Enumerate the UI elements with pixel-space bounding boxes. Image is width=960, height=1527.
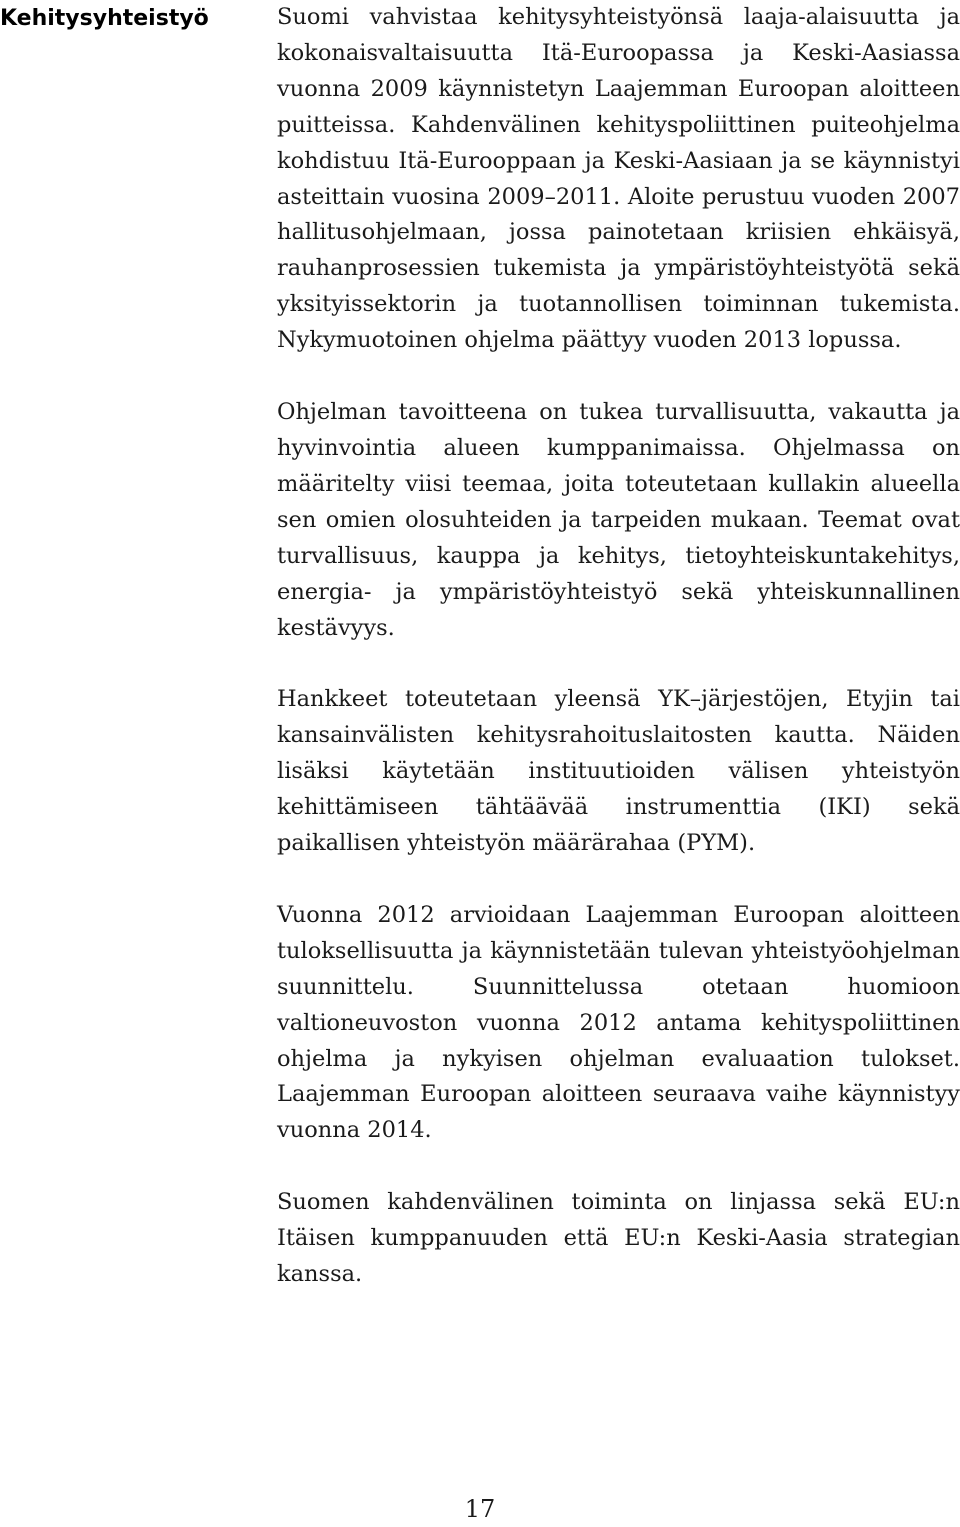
paragraph-2012-evaluation: Vuonna 2012 arvioidaan Laajemman Euroopan aloitteen tuloksellisuutta ja käynnistetään tulevan yhteistyöohjelman suunnittelu. Suunnittelussa otetaan huomioon valtioneuvoston vuonna 2012 antama kehityspoliittinen ohjelma ja nykyisen ohjelman evaluaation tulokset. Laajemman Euroopan aloitteen seuraava vaihe käynnistyy vuonna 2014. <box>277 901 960 1144</box>
section-heading: Kehitysyhteistyö <box>0 6 209 31</box>
body-text-column <box>277 0 960 1293</box>
page-number: 17 <box>464 1495 496 1523</box>
paragraph-implementation-channels: Hankkeet toteutetaan yleensä YK–järjestöjen, Etyjin tai kansainvälisten kehitysrahoituslaitosten kautta. Näiden lisäksi käytetään instituutioiden välisen yhteistyön kehittämiseen tähtäävää instrumenttia (IKI) sekä paikallisen yhteistyön määrärahaa (PYM). <box>277 686 960 857</box>
paragraph-programme-goals: Ohjelman tavoitteena on tukea turvallisuutta, vakautta ja hyvinvointia alueen kumppanimaissa. Ohjelmassa on määritelty viisi teemaa, joita toteutetaan kullakin alueella sen omien olosuhteiden ja tarpeiden mukaan. Teemat ovat turvallisuus, kauppa ja kehitys, tietoyhteiskuntakehitys, energia- ja ympäristöyhteistyö sekä yhteiskunnallinen kestävyys. <box>277 399 960 641</box>
paragraph-eu-alignment: Suomen kahdenvälinen toiminta on linjassa sekä EU:n Itäisen kumppanuuden että EU:n Keski-Aasia strategian kanssa. <box>277 1189 960 1288</box>
paragraph-wider-europe-initiative: Suomi vahvistaa kehitysyhteistyönsä laaja-alaisuutta ja kokonaisvaltaisuutta Itä-Euroopassa ja Keski-Aasiassa vuonna 2009 käynnistetyn Laajemman Euroopan aloitteen puitteissa. Kahdenvälinen kehityspoliittinen puiteohjelma kohdistuu Itä-Eurooppaan ja Keski-Aasiaan ja se käynnistyi asteittain vuosina 2009–2011. Aloite perustuu vuoden 2007 hallitusohjelmaan, jossa painotetaan kriisien ehkäisyä, rauhanprosessien tukemista ja ympäristöyhteistyötä sekä yksityissektorin ja tuotannollisen toiminnan tukemista. Nykymuotoinen ohjelma päättyy vuoden 2013 lopussa. <box>277 4 960 354</box>
